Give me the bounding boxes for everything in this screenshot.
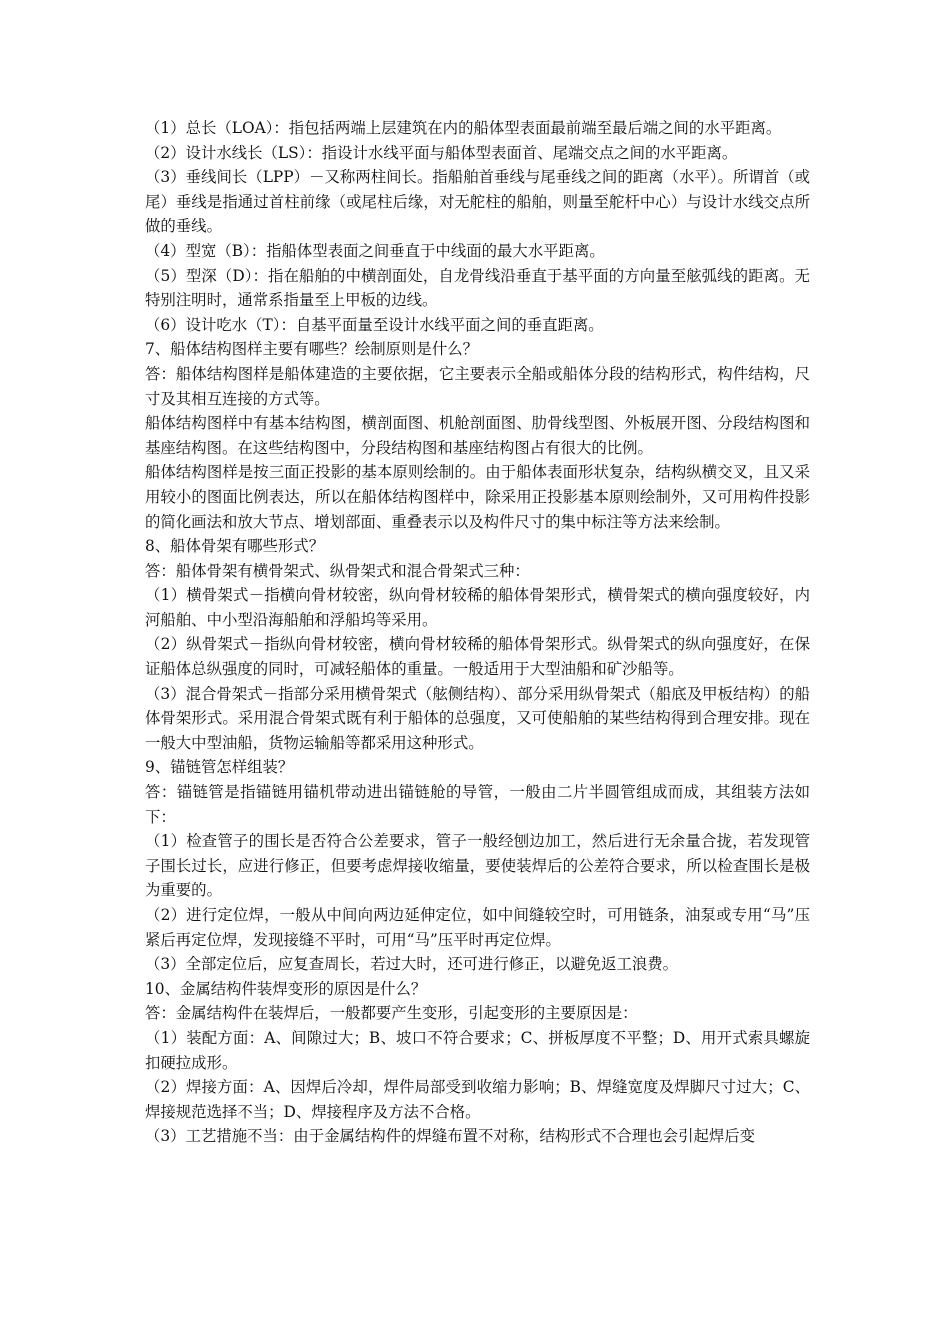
answer-8-intro: 答：船体骨架有横骨架式、纵骨架式和混合骨架式三种： (145, 561, 530, 580)
question-10: 10、金属结构件装焊变形的原因是什么？ (145, 979, 427, 998)
answer-8-combined: （3）混合骨架式－指部分采用横骨架式（舷侧结构）、部分采用纵骨架式（船底及甲板结构）的船体骨架形式。采用混合骨架式既有利于船体的总强度，又可使船舶的某些结构得到合理安排。现在一般大中型油船，货物运输船等都采用这种形式。 (145, 684, 810, 752)
paragraph-total-length: （1）总长（LOA）：指包括两端上层建筑在内的船体型表面最前端至最后端之间的水平距离。 (145, 119, 782, 137)
answer-10-process: （3）工艺措施不当：由于金属结构件的焊缝布置不对称，结构形式不合理也会引起焊后变 (145, 1127, 756, 1146)
answer-7-drawings: 船体结构图样中有基本结构图，横剖面图、机舱剖面图、肋骨线型图、外板展开图、分段结构图和基座结构图。在这些结构图中，分段结构图和基座结构图占有很大的比例。 (145, 414, 810, 457)
question-7: 7、船体结构图样主要有哪些？绘制原则是什么？ (145, 340, 478, 359)
paragraph-design-draft: （6）设计吃水（T）：自基平面量至设计水线平面之间的垂直距离。 (145, 315, 604, 334)
answer-10-welding: （2）焊接方面：A、因焊后冷却，焊件局部受到收缩力影响；B、焊缝宽度及焊脚尺寸过大；C、焊接规范选择不当；D、焊接程序及方法不合格。 (145, 1078, 810, 1121)
question-8: 8、船体骨架有哪些形式？ (145, 537, 325, 556)
paragraph-moulded-depth: （5）型深（D）：指在船舶的中横剖面处，自龙骨线沿垂直于基平面的方向量至舷弧线的距离。无特别注明时，通常系指量至上甲板的边线。 (145, 266, 810, 310)
question-9: 9、锚链管怎样组装？ (145, 758, 294, 777)
answer-7-intro: 答：船体结构图样是船体建造的主要依据，它主要表示全船或船体分段的结构形式，构件结构，尺寸及其相互连接的方式等。 (145, 364, 810, 408)
answer-9-step-1: （1）检查管子的围长是否符合公差要求，管子一般经刨边加工，然后进行无余量合拢，若发现管子围长过长，应进行修正，但要考虑焊接收缩量，要使装焊后的公差符合要求，所以检查围长是极为重要的。 (145, 832, 810, 900)
answer-8-longitudinal: （2）纵骨架式－指纵向骨材较密，横向骨材较稀的船体骨架形式。纵骨架式的纵向强度好，在保证船体总纵强度的同时，可减轻船体的重量。一般适用于大型油船和矿沙船等。 (145, 635, 810, 679)
paragraph-moulded-breadth: （4）型宽（B）：指船体型表面之间垂直于中线面的最大水平距离。 (145, 241, 605, 260)
answer-9-step-3: （3）全部定位后，应复查周长，若过大时，还可进行修正，以避免返工浪费。 (145, 955, 679, 974)
answer-9-intro: 答：锚链管是指锚链用锚机带动进出锚链舱的导管，一般由二片半圆管组成而成，其组装方法如下： (145, 783, 810, 826)
answer-8-transverse: （1）横骨架式－指横向骨材较密，纵向骨材较稀的船体骨架形式，横骨架式的横向强度较好，内河船舶、中小型沿海船舶和浮船坞等采用。 (145, 586, 810, 629)
answer-10-assembly: （1）装配方面：A、间隙过大；B、坡口不符合要求；C、拼板厚度不平整；D、用开式索具螺旋扣硬拉成形。 (145, 1028, 810, 1072)
answer-10-intro: 答：金属结构件在装焊后，一般都要产生变形，引起变形的主要原因是： (145, 1004, 638, 1023)
paragraph-design-waterline-length: （2）设计水线长（LS）：指设计水线平面与船体型表面首、尾端交点之间的水平距离。 (145, 143, 738, 162)
paragraph-length-between-perpendiculars: （3）垂线间长（LPP）－又称两柱间长。指船舶首垂线与尾垂线之间的距离（水平）。所谓首（或尾）垂线是指通过首柱前缘（或尾柱后缘，对无舵柱的船舶，则量至舵杆中心）与设计水线交点所做的垂线。 (145, 168, 810, 236)
answer-7-principles: 船体结构图样是按三面正投影的基本原则绘制的。由于船体表面形状复杂，结构纵横交叉，且又采用较小的图面比例表达，所以在船体结构图样中，除采用正投影基本原则绘制外，又可用构件投影的简化画法和放大节点、增划部面、重叠表示以及构件尺寸的集中标注等方法来绘制。 (145, 463, 810, 531)
answer-9-step-2: （2）进行定位焊，一般从中间向两边延伸定位，如中间缝较空时，可用链条，油泵或专用“马”压紧后再定位焊，发现接缝不平时，可用“马”压平时再定位焊。 (145, 906, 810, 949)
document-page (145, 116, 810, 1149)
